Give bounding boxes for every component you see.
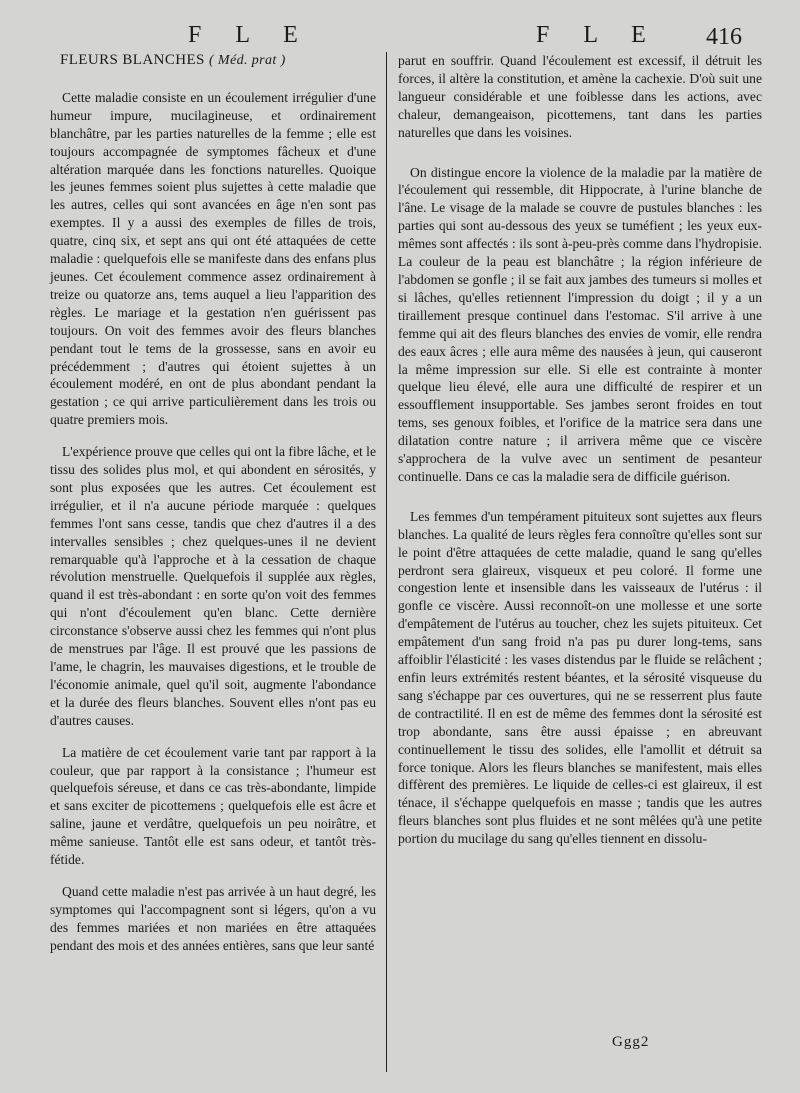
paragraph: La matière de cet écoulement varie tant par rapport à la couleur, que par rapport à la consistance ; l'humeur est quelquefois séreuse, et dans ce cas très-abondante, limpide et sans exciter de picottemens ; quelquefois elle est âcre et saline, jaune et verdâtre, quelquefois un peu noirâtre, et même sanieuse. Tantôt elle est sans odeur, et tantôt très-fétide. <box>50 744 376 868</box>
article-title <box>60 52 376 70</box>
paragraph: On distingue encore la violence de la maladie par la matière de l'écoulement qui ressemble, dit Hippocrate, à l'urine blanche de l'âne. Le visage de la malade se couvre de pustules blanches : les parties qui sont au-dessous des yeux se tuméfient ; les yeux eux-mêmes sont affectés : ils sont à-peu-près comme dans l'hydropisie. La couleur de la peau est blanchâtre ; la région inférieure de l'abdomen se gonfle ; il se fait aux jambes des tumeurs si molles et si lâches, qu'elles retiennent l'impression du doigt ; il y a un tiraillement presque continuel dans l'estomac. S'il arrive à une femme qui ait des fleurs blanches des envies de vomir, elle rendra des eaux âcres ; elle aura même des nausées à jeun, qui causeront la même impression sur elle. Si elle est contrainte à monter quelque lieu élevé, elle aura une difficulté de respirer et un essoufflement insupportable. Ses jambes seront froides en tout tems, ses genoux foibles, et l'orifice de la matrice sera dans une dilatation contre nature ; il arrivera même que ce viscère s'approchera de la vulve avec un sentiment de pesanteur continuelle. Dans ce cas la maladie sera de difficile guérison. <box>398 164 762 484</box>
paragraph: Cette maladie consiste en un écoulement irrégulier d'une humeur impure, mucilagineuse, et ordinairement blanchâtre, par les parties naturelles de la femme ; elle est toujours accompagnée de symptomes fâcheux et d'une altération marquée dans les fonctions naturelles. Quoique les jeunes femmes soient plus sujettes à cette maladie que les autres, celles qui sont avancées en âge n'en sont pas exemptes. Il y a aussi des exemples de filles de trois, quatre, cinq six, et sept ans qui ont été attaquées de cette maladie : quelquefois elle se manifeste dans des enfans plus jeunes. Cet écoulement commence assez ordinairement à treize ou quatorze ans, tems auquel a lieu l'apparition des règles. Le mariage et la gestation n'en guérissent pas toujours. On voit des femmes avoir des fleurs blanches pendant tout le tems de la grossesse, sans en avoir eu précédemment ; d'autres qui étoient sujettes à un écoulement modéré, en ont de plus abondant pendant la gestation ; ce qui arrive particulièrement dans les trois ou quatre premiers mois. <box>50 89 376 428</box>
right-column <box>398 52 762 862</box>
article-title-text: FLEURS BLANCHES <box>60 52 205 68</box>
paragraph: Quand cette maladie n'est pas arrivée à un haut degré, les symptomes qui l'accompagnent sont si légers, qu'on a vu des femmes mariées et non mariées en être attaquées pendant des mois et des années entières, sans que leur santé <box>50 883 376 953</box>
signature-mark: Ggg2 <box>612 1034 650 1050</box>
left-column <box>50 52 376 969</box>
running-head-left: F L E <box>188 22 312 48</box>
column-divider <box>386 52 387 1072</box>
article-title-qualifier: ( Méd. prat ) <box>208 53 286 68</box>
paragraph: L'expérience prouve que celles qui ont la fibre lâche, et le tissu des solides plus mol, et qui abondent en sérosités, y sont plus exposées que les autres. Cet écoulement est irrégulier, et il n'a aucune période marquée : quelques femmes l'ont sans cesse, tandis que chez d'autres il a des intervalles sensibles ; chez quelques-unes il ne devient remarquable qu'à l'approche et à la cessation de chaque révolution menstruelle. Quelquefois il supplée aux règles, quand il est très-abondant : en sorte qu'on voit des femmes qui n'ont d'écoulement qu'en blanc. Cette dernière circonstance s'observe aussi chez les femmes qui n'ont plus de menstrues par l'âge. Il est prouvé que les passions de l'ame, le chagrin, les mauvaises digestions, et le trouble de l'économie animale, quel qu'il soit, augmente l'abondance et la durée des fleurs blanches. Souvent elles n'ont pas eu d'autres causes. <box>50 444 376 728</box>
paragraph: Les femmes d'un tempérament pituiteux sont sujettes aux fleurs blanches. La qualité de leurs règles fera connoître qu'elles sont sur le point d'être attaquées de cette maladie, quand le sang qu'elles perdront sera glaireux, visqueux et peu coloré. Il forme une congestion lente et insensible dans les vaisseaux de l'utérus : il gonfle ce viscère. Aussi reconnoît-on une mollesse et une sorte d'empâtement de l'utérus au toucher, chez les sujets pituiteux. Cet empâtement d'un sang froid n'a pas pu durer long-tems, sans affoiblir l'élasticité : les vases distendus par le fluide se relâchent ; enfin leurs extrémités restent béantes, et la sérosité visqueuse du sang s'échappe par ces ouvertures, qui ne se resserrent plus faute de contractilité. Il en est de même des femmes dont la sérosité est trop abondante, sans être aussi épaisse ; en abreuvant continuellement le tissu des solides, elle l'amollit et détruit sa force tonique. Alors les fleurs blanches se manifestent, mais elles diffèrent des premières. Le liquide de celles-ci est glaireux, il est ténace, il s'échappe quelquefois en masse ; tandis que les autres fleurs blanches sont plus fluides et ne sont mêlées qu'à une petite portion du mucilage du sang qu'elles tiennent en dissolu- <box>398 508 762 847</box>
page-number: 416 <box>706 24 742 50</box>
running-head-right: F L E <box>536 22 660 48</box>
paragraph: parut en souffrir. Quand l'écoulement est excessif, il détruit les forces, il altère la constitution, et amène la cachexie. D'où suit une langueur considérable et une foiblesse dans les actions, avec chaleur, demangeaison, picottemens, tant dans les parties naturelles que dans les voisines. <box>398 53 762 140</box>
